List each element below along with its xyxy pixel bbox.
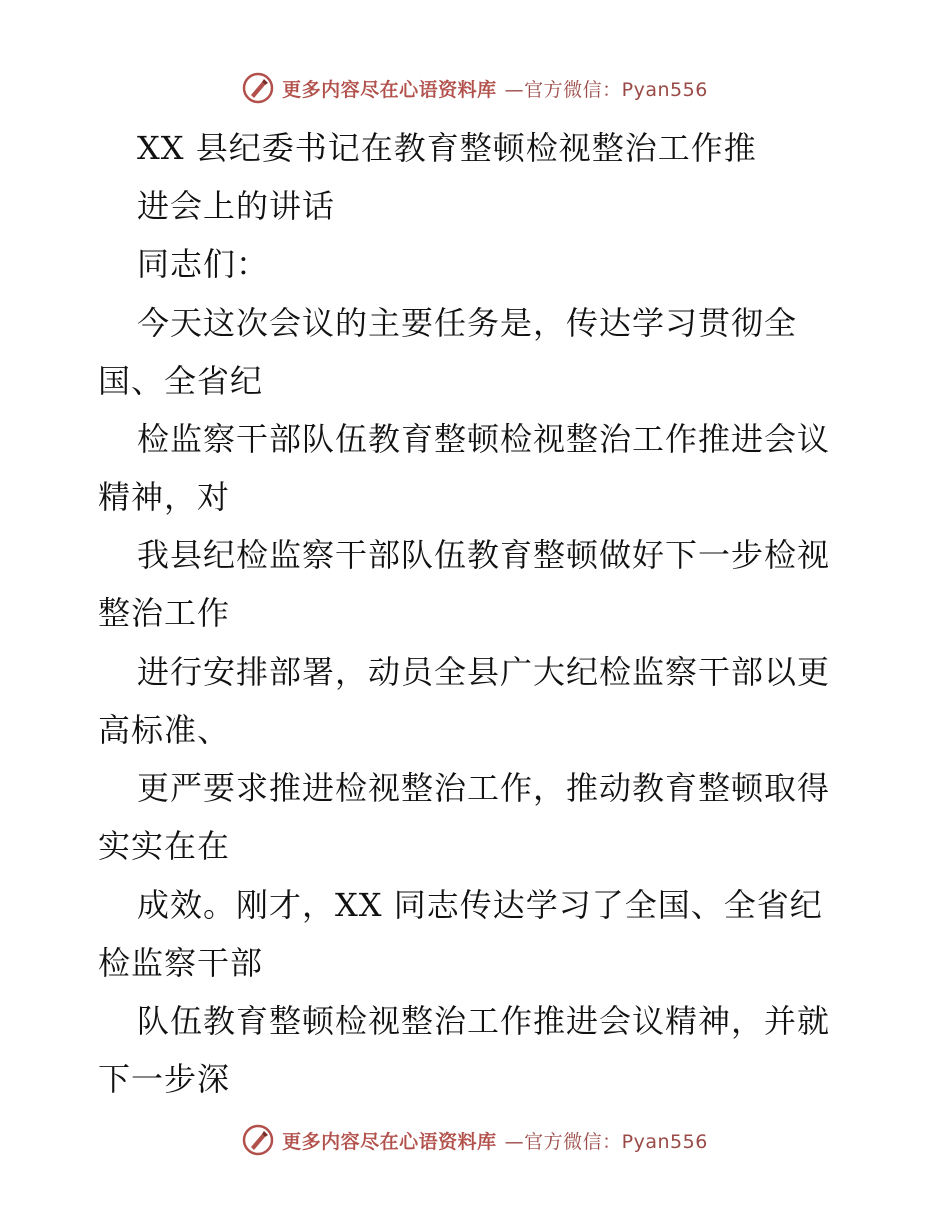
paragraph-line: 下一步深 — [98, 1060, 231, 1098]
watermark-main-text: 更多内容尽在心语资料库 — [282, 1130, 497, 1153]
footer-watermark — [0, 1124, 950, 1156]
paragraph-line: 检监察干部 — [98, 944, 264, 982]
title-line-2: 进会上的讲话 — [137, 187, 336, 225]
paragraph-line: 成效。刚才，XX 同志传达学习了全国、全省纪 — [137, 886, 823, 924]
paragraph-line: 高标准、 — [98, 711, 231, 749]
watermark-sub-text: —官方微信：Pyan556 — [504, 1130, 708, 1153]
paragraph-line: 检监察干部队伍教育整顿检视整治工作推进会议 — [137, 420, 831, 458]
salutation: 同志们： — [137, 245, 270, 283]
pen-logo-icon — [242, 1124, 274, 1156]
title-line-1: XX 县纪委书记在教育整顿检视整治工作推 — [137, 129, 757, 167]
paragraph-line: 队伍教育整顿检视整治工作推进会议精神，并就 — [137, 1002, 831, 1040]
paragraph-line: 更严要求推进检视整治工作，推动教育整顿取得 — [137, 769, 831, 807]
paragraph-line: 我县纪检监察干部队伍教育整顿做好下一步检视 — [137, 536, 831, 574]
paragraph-line: 实实在在 — [98, 827, 231, 865]
header-watermark — [0, 72, 950, 104]
watermark-main-text: 更多内容尽在心语资料库 — [282, 78, 497, 101]
paragraph-line: 国、全省纪 — [98, 362, 264, 400]
pen-logo-icon — [242, 72, 274, 104]
paragraph-line: 进行安排部署，动员全县广大纪检监察干部以更 — [137, 653, 831, 691]
paragraph-line: 今天这次会议的主要任务是，传达学习贯彻全 — [137, 304, 798, 342]
paragraph-line: 精神，对 — [98, 478, 231, 516]
watermark-sub-text: —官方微信：Pyan556 — [504, 78, 708, 101]
paragraph-line: 整治工作 — [98, 594, 231, 632]
